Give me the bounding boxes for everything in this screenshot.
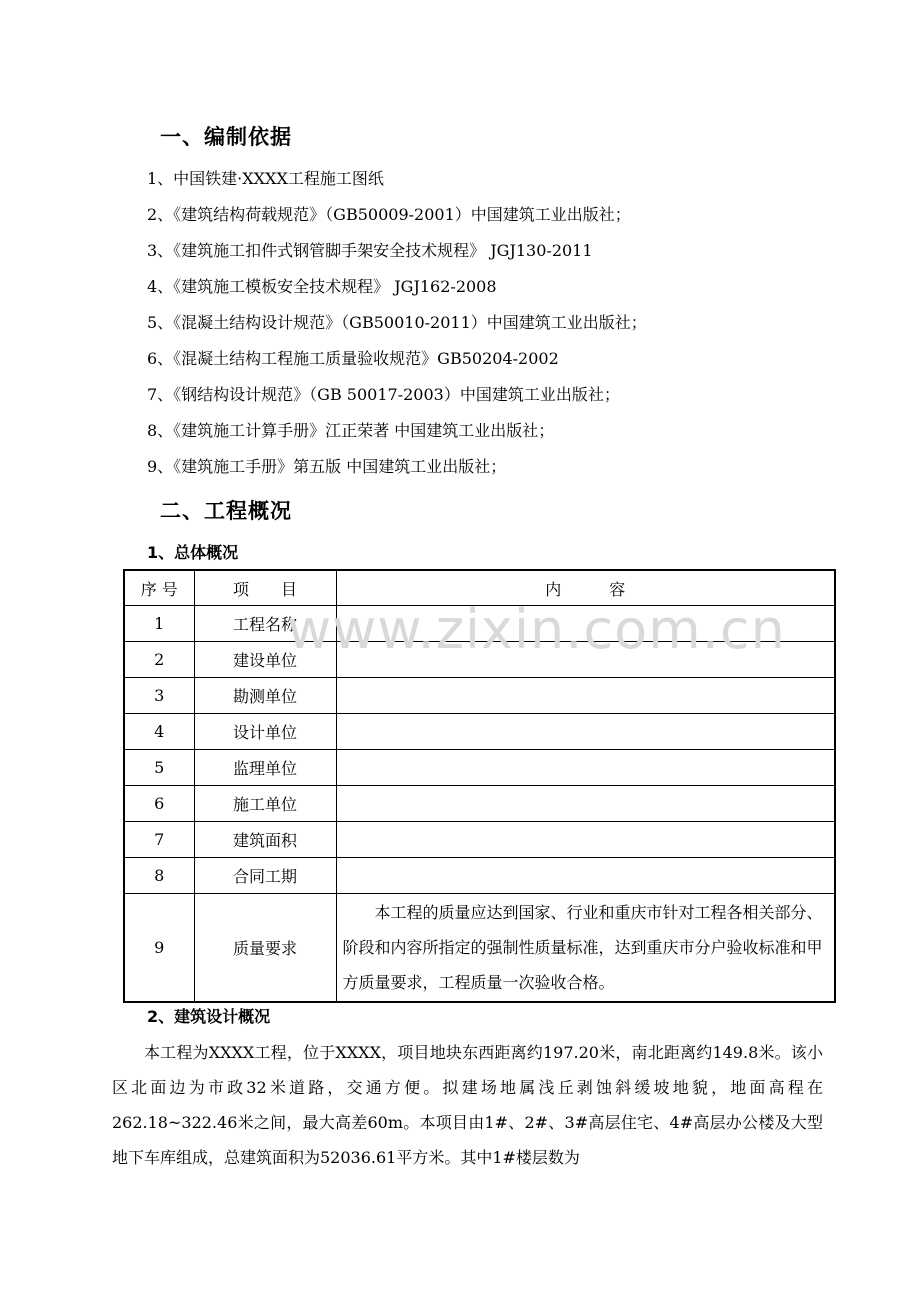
subsection-title-general-overview: 1、总体概况 (147, 543, 239, 562)
row-item: 设计单位 (194, 714, 336, 750)
row-content-quality-requirement: 本工程的质量应达到国家、行业和重庆市针对工程各相关部分、阶段和内容所指定的强制性质量标准，达到重庆市分户验收标准和甲方质量要求，工程质量一次验收合格。 (336, 894, 835, 1003)
row-number: 2 (124, 642, 194, 678)
row-item: 施工单位 (194, 786, 336, 822)
row-number: 7 (124, 822, 194, 858)
header-cell-number: 序 号 (124, 570, 194, 606)
reference-item: 8、《建筑施工计算手册》江正荣著 中国建筑工业出版社； (147, 421, 555, 440)
table-row (124, 786, 835, 822)
row-number: 5 (124, 750, 194, 786)
reference-item: 7、《钢结构设计规范》（GB 50017-2003）中国建筑工业出版社； (147, 385, 620, 404)
row-item: 监理单位 (194, 750, 336, 786)
row-item: 合同工期 (194, 858, 336, 894)
row-content (336, 786, 835, 822)
section-title-compilation-basis: 一、编制依据 (160, 125, 292, 149)
row-item: 建筑面积 (194, 822, 336, 858)
row-number: 4 (124, 714, 194, 750)
row-item: 工程名称 (194, 606, 336, 642)
row-content (336, 678, 835, 714)
reference-item: 1、中国铁建·XXXX工程施工图纸 (147, 169, 384, 188)
row-number: 8 (124, 858, 194, 894)
table-row (124, 858, 835, 894)
table-row (124, 714, 835, 750)
table-row (124, 750, 835, 786)
reference-item: 9、《建筑施工手册》第五版 中国建筑工业出版社； (147, 457, 507, 476)
header-cell-content: 内 容 (336, 570, 835, 606)
row-content (336, 858, 835, 894)
reference-item: 2、《建筑结构荷载规范》（GB50009-2001）中国建筑工业出版社； (147, 205, 631, 224)
row-number: 1 (124, 606, 194, 642)
reference-item: 5、《混凝土结构设计规范》（GB50010-2011）中国建筑工业出版社； (147, 313, 647, 332)
row-number: 3 (124, 678, 194, 714)
row-number: 9 (124, 894, 194, 1003)
table-row (124, 822, 835, 858)
reference-item: 3、《建筑施工扣件式钢管脚手架安全技术规程》 JGJ130-2011 (147, 241, 593, 260)
reference-item: 6、《混凝土结构工程施工质量验收规范》GB50204-2002 (147, 349, 559, 368)
row-content (336, 822, 835, 858)
header-cell-item: 项 目 (194, 570, 336, 606)
section-title-project-overview: 二、工程概况 (160, 499, 292, 523)
table-row (124, 894, 835, 1003)
row-item: 勘测单位 (194, 678, 336, 714)
row-content (336, 714, 835, 750)
watermark: www.zixin.com.cn (287, 598, 786, 661)
row-item: 质量要求 (194, 894, 336, 1003)
row-item: 建设单位 (194, 642, 336, 678)
row-number: 6 (124, 786, 194, 822)
reference-item: 4、《建筑施工模板安全技术规程》 JGJ162-2008 (147, 277, 497, 296)
table-row (124, 678, 835, 714)
row-content (336, 750, 835, 786)
architectural-design-paragraph: 本工程为XXXX工程，位于XXXX，项目地块东西距离约197.20米，南北距离约149.8米。该小区北面边为市政32米道路，交通方便。拟建场地属浅丘剥蚀斜缓坡地貌，地面高程在262.18~322.46米之间，最大高差60m。本项目由1#、2#、3#高层住宅、4#高层办公楼及大型地下车库组成，总建筑面积为52036.61平方米。其中1#楼层数为 (112, 1043, 823, 1167)
subsection-title-architectural-design: 2、建筑设计概况 (147, 1007, 271, 1026)
